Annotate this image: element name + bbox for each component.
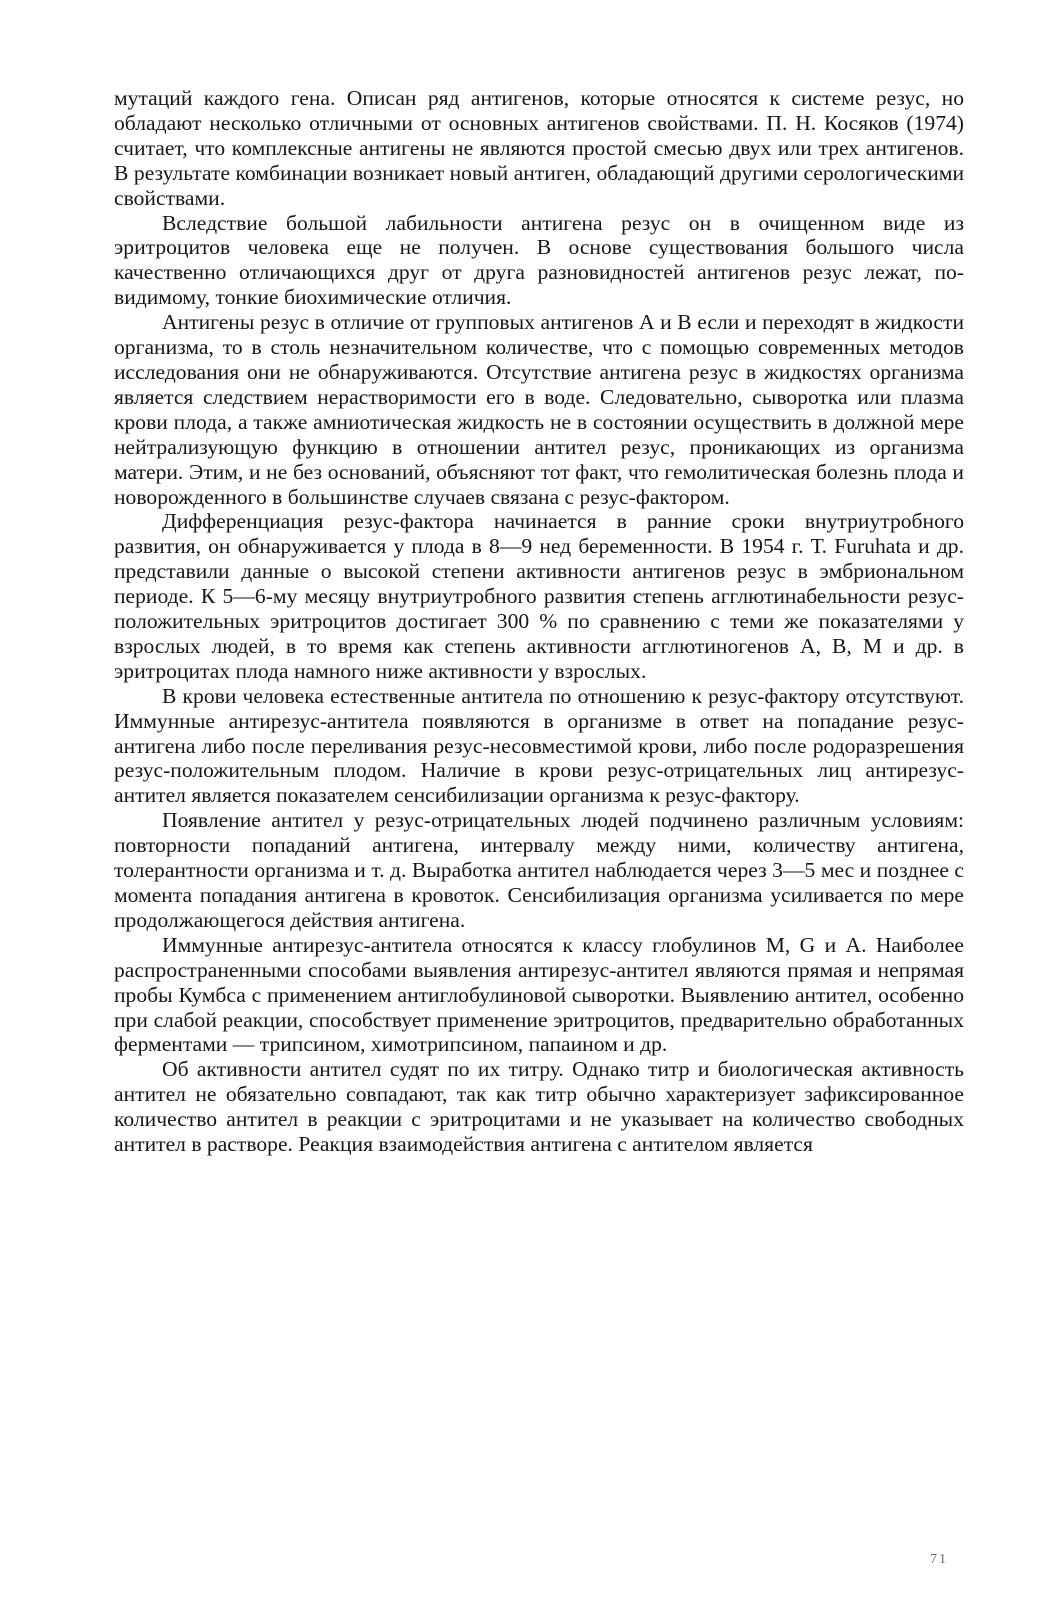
paragraph-3: Антигены резус в отличие от групповых антигенов А и В если и переходят в жидкости организма, то в столь незначительном количестве, что с помощью современных методов исследования они не обнаруживаются. Отсутствие антигена резус в жидкостях организма является следствием нерастворимости его в воде. Следовательно, сыворотка или плазма крови плода, а также амниотическая жидкость не в состоянии осуществить в должной мере нейтрализующую функцию в отношении антител резус, проникающих из организма матери. Этим, и не без оснований, объясняют тот факт, что гемолитическая болезнь плода и новорожденного в большинстве случаев связана с резус-фактором.	[114, 310, 964, 509]
paragraph-4: Дифференциация резус-фактора начинается в ранние сроки внутриутробного развития, он обнаруживается у плода в 8—9 нед беременности. В 1954 г. Т. Furuhata и др. представили данные о высокой степени активности антигенов резус в эмбриональном периоде. К 5—6-му месяцу внутриутробного развития степень агглютинабельности резус-положительных эритроцитов достигает 300 % по сравнению с теми же показателями у взрослых людей, в то время как степень активности агглютиногенов А, В, М и др. в эритроцитах плода намного ниже активности у взрослых.	[114, 509, 964, 683]
paragraph-1: мутаций каждого гена. Описан ряд антигенов, которые относятся к системе резус, но обладают несколько отличными от основных антигенов свойствами. П. Н. Косяков (1974) считает, что комплексные антигены не являются простой смесью двух или трех антигенов. В результате комбинации возникает новый антиген, обладающий другими серологическими свойствами.	[114, 86, 964, 210]
paragraph-6: Появление антител у резус-отрицательных людей подчинено различным условиям: повторности попаданий антигена, интервалу между ними, количеству антигена, толерантности организма и т. д. Выработка антител наблюдается через 3—5 мес и позднее с момента попадания антигена в кровоток. Сенсибилизация организма усиливается по мере продолжающегося действия антигена.	[114, 808, 964, 932]
paragraph-2: Вследствие большой лабильности антигена резус он в очищенном виде из эритроцитов человека еще не получен. В основе существования большого числа качественно отличающихся друг от друга разновидностей антигенов резус лежат, по-видимому, тонкие биохимические отличия.	[114, 210, 964, 310]
page-number: 71	[930, 1552, 948, 1567]
paragraph-8: Об активности антител судят по их титру. Однако титр и биологическая активность антител не обязательно совпадают, так как титр обычно характеризует зафиксированное количество антител в реакции с эритроцитами и не указывает на количество свободных антител в растворе. Реакция взаимодействия антигена с антителом является	[114, 1057, 964, 1157]
paragraph-5: В крови человека естественные антитела по отношению к резус-фактору отсутствуют. Иммунные антирезус-антитела появляются в организме в ответ на попадание резус-антигена либо после переливания резус-несовместимой крови, либо после родоразрешения резус-положительным плодом. Наличие в крови резус-отрицательных лиц антирезус-антител является показателем сенсибилизации организма к резус-фактору.	[114, 683, 964, 808]
page-text	[114, 86, 964, 1157]
paragraph-7: Иммунные антирезус-антитела относятся к классу глобулинов М, G и А. Наиболее распространенными способами выявления антирезус-антител являются прямая и непрямая пробы Кумбса с применением антиглобулиновой сыворотки. Выявлению антител, особенно при слабой реакции, способствует применение эритроцитов, предварительно обработанных ферментами — трипсином, химотрипсином, папаином и др.	[114, 932, 964, 1057]
